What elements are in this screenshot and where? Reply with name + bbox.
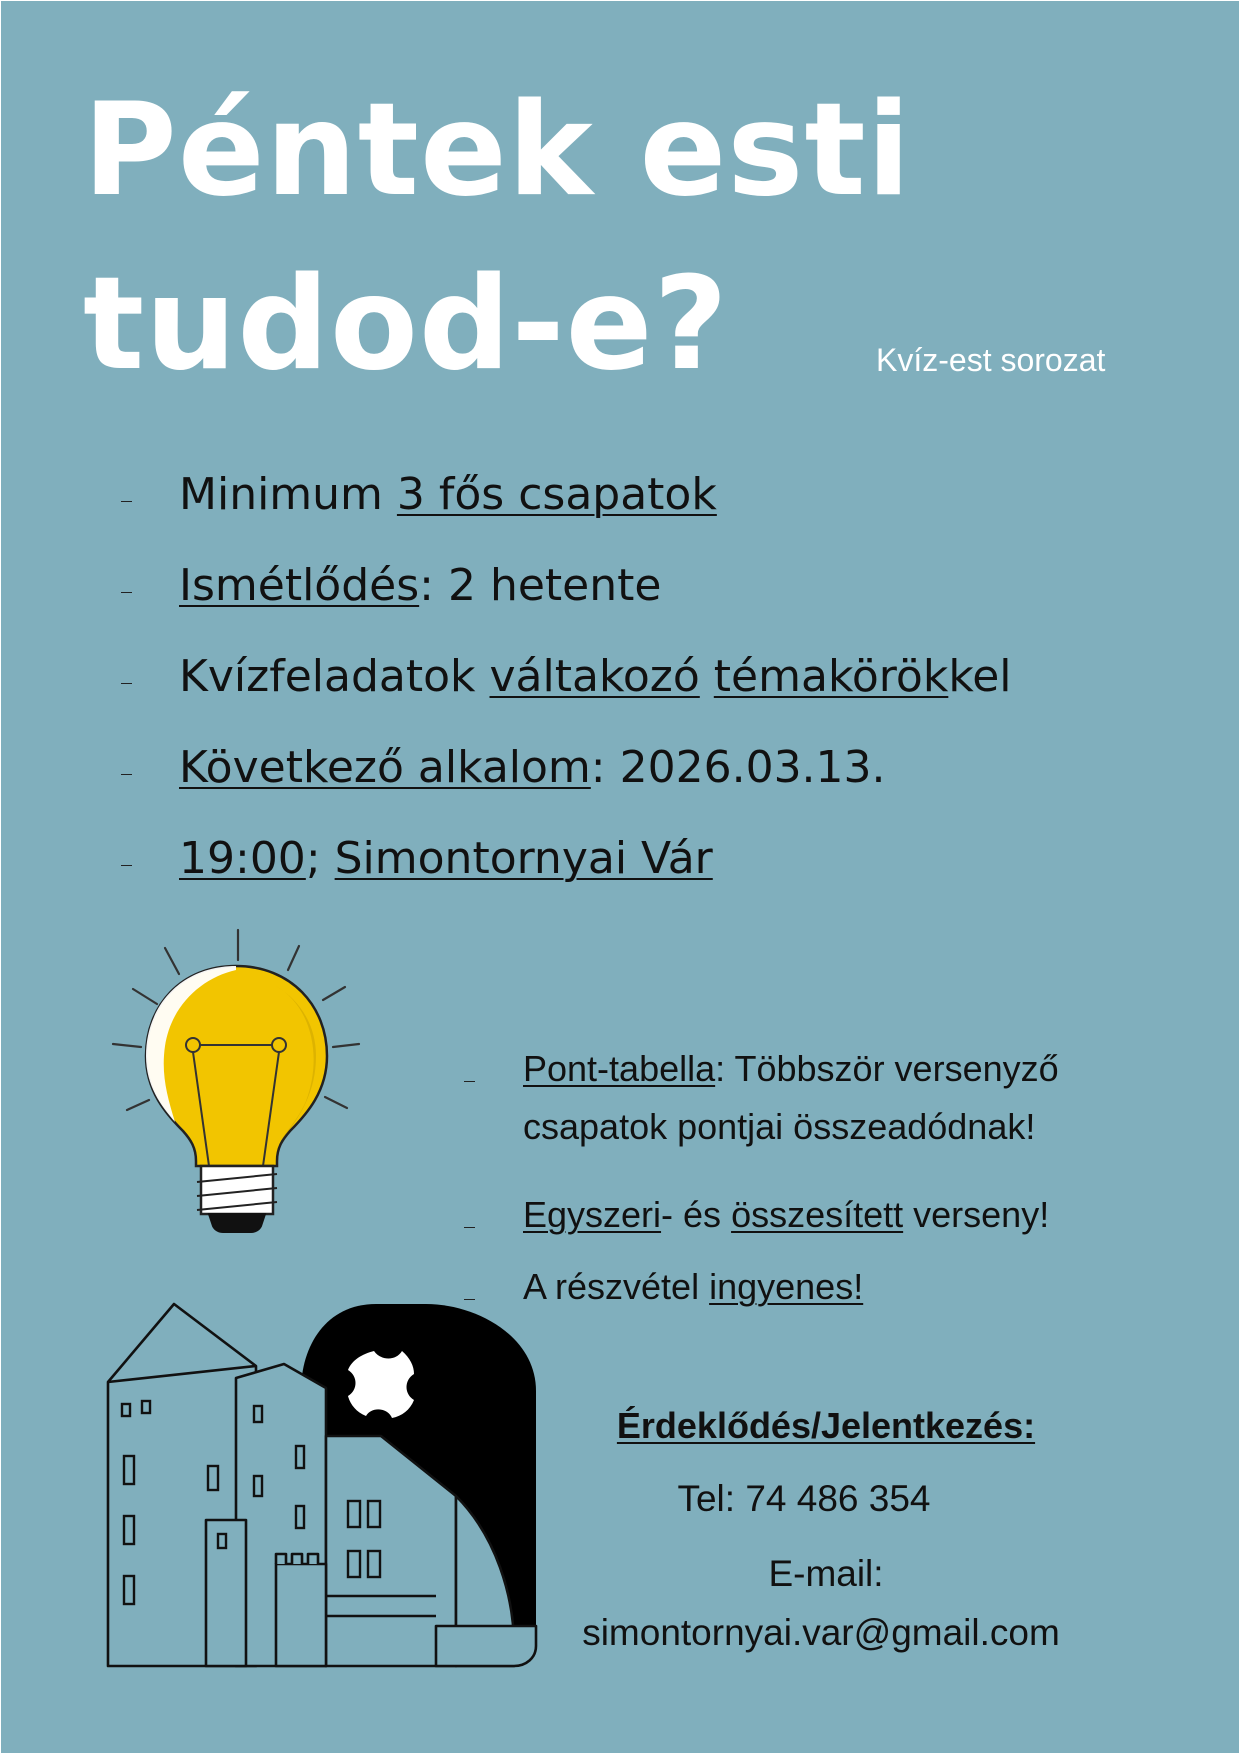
underlined-text: váltakozó — [489, 651, 700, 702]
underlined-text: Következő alkalom — [179, 742, 591, 793]
underlined-text: Egyszeri — [523, 1194, 662, 1235]
text-fragment: Kvízfeladatok — [179, 651, 490, 702]
lightbulb-icon — [101, 926, 371, 1246]
list-item-text — [523, 1266, 1059, 1307]
text-fragment: : Többször versenyző — [715, 1048, 1059, 1089]
list-item — [464, 1048, 1059, 1197]
underlined-text: Simontornyai Vár — [334, 833, 713, 884]
text-fragment: - és — [661, 1194, 732, 1235]
contact-phone: Tel: 74 486 354 — [677, 1478, 931, 1519]
title-line-1: Péntek esti — [83, 76, 912, 225]
list-item-text-continuation: csapatok pontjai összeadódnak! — [523, 1106, 1036, 1147]
dash-bullet — [464, 1227, 475, 1228]
contact-email[interactable]: simontornyai.var@gmail.com — [582, 1612, 1060, 1653]
text-fragment: : 2026.03.13. — [590, 742, 886, 793]
text-fragment: Minimum — [179, 469, 397, 520]
text-fragment: kel — [948, 651, 1012, 702]
underlined-text: ingyenes! — [709, 1266, 864, 1307]
dash-bullet — [121, 683, 132, 684]
underlined-text: összesített — [731, 1194, 904, 1235]
underlined-text: 3 fős csapatok — [396, 469, 717, 520]
text-fragment — [700, 651, 714, 702]
castle-logo-icon — [96, 1296, 546, 1676]
dash-bullet — [121, 774, 132, 775]
list-item-text — [179, 651, 1012, 702]
text-fragment: ; — [305, 833, 335, 884]
underlined-text: Pont-tabella — [523, 1048, 716, 1089]
list-item-text — [179, 469, 717, 520]
secondary-info-list — [464, 1048, 1059, 1329]
dash-bullet — [121, 865, 132, 866]
underlined-text: témakörök — [713, 651, 949, 702]
title-line-2: tudod-e? — [83, 250, 729, 399]
contact-email-label: E-mail: — [768, 1553, 884, 1594]
underlined-text: Ismétlődés — [179, 560, 420, 611]
text-fragment: A részvétel — [523, 1266, 710, 1307]
text-fragment: : 2 hetente — [419, 560, 662, 611]
list-item — [464, 1266, 1059, 1329]
poster — [1, 1, 1239, 1753]
contact-heading: Érdeklődés/Jelentkezés: — [616, 1405, 1036, 1446]
list-item-text — [523, 1194, 1059, 1235]
list-item-text — [179, 742, 886, 793]
list-item-text — [179, 833, 713, 884]
underlined-text: 19:00 — [179, 833, 306, 884]
subtitle: Kvíz-est sorozat — [876, 342, 1106, 378]
list-item — [464, 1194, 1059, 1269]
dash-bullet — [121, 501, 132, 502]
list-item-text — [179, 560, 662, 611]
list-item-text — [523, 1048, 1059, 1089]
dash-bullet — [464, 1081, 475, 1082]
text-fragment: verseny! — [903, 1194, 1050, 1235]
dash-bullet — [121, 592, 132, 593]
